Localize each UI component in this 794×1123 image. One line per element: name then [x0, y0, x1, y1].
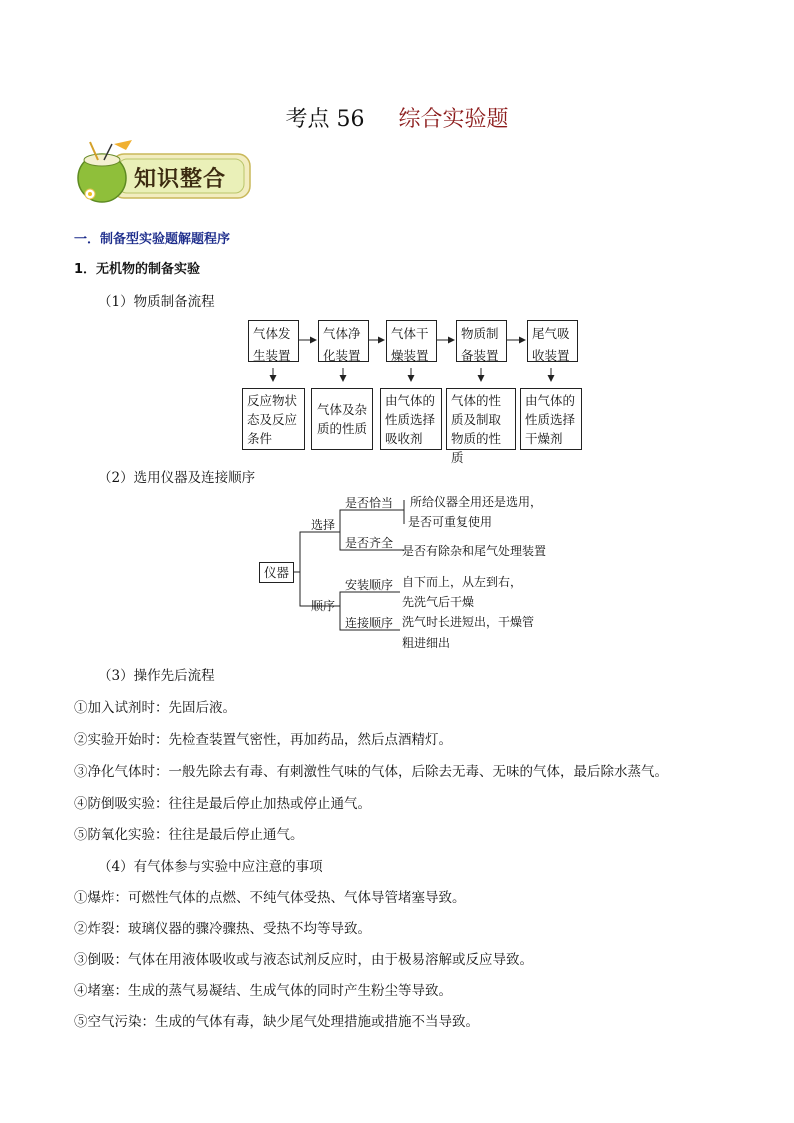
section-heading-1: 一．制备型实验题解题程序 [74, 232, 231, 247]
op-line-4: ④防倒吸实验：往往是最后停止加热或停止通气。 [74, 796, 371, 812]
flow-bottom-box-5: 由气体的性质选择干燥剂 [520, 388, 582, 450]
flow-top-box-5: 尾气吸收装置 [527, 320, 578, 362]
tree-node-appropriate: 是否恰当 [345, 496, 394, 510]
subheading-3: （3）操作先后流程 [98, 668, 215, 684]
op-line-1: ①加入试剂时：先固后液。 [74, 700, 236, 716]
tree-leaf-connect-1: 洗气时长进短出，干燥管 [402, 615, 535, 629]
tree-root-box: 仪器 [259, 562, 294, 583]
tree-leaf-install-1: 自下而上，从左到右， [402, 575, 523, 589]
tree-node-connect: 连接顺序 [345, 616, 394, 630]
flow-bottom-box-3: 由气体的性质选择吸收剂 [380, 388, 442, 450]
tree-leaf-appropriate-1: 所给仪器全用还是选用， [410, 495, 543, 509]
title-number: 考点 56 [285, 107, 365, 132]
note-line-5: ⑤空气污染：生成的气体有毒，缺少尾气处理措施或措施不当导致。 [74, 1014, 479, 1030]
subheading-4: （4）有气体参与实验中应注意的事项 [98, 859, 323, 875]
flow-top-box-1: 气体发生装置 [248, 320, 299, 362]
badge-text: 知识整合 [134, 167, 227, 192]
tree-node-complete: 是否齐全 [345, 536, 394, 550]
op-line-2: ②实验开始时：先检查装置气密性，再加药品，然后点酒精灯。 [74, 732, 452, 748]
note-line-1: ①爆炸：可燃性气体的点燃、不纯气体受热、气体导管堵塞导致。 [74, 890, 466, 906]
tree-leaf-complete: 是否有除杂和尾气处理装置 [402, 544, 547, 558]
flow-top-box-3: 气体干燥装置 [386, 320, 437, 362]
tree-leaf-appropriate-2: 是否可重复使用 [408, 515, 493, 529]
subheading-2: （2）选用仪器及连接顺序 [98, 470, 256, 486]
tree-leaf-install-2: 先洗气后干燥 [402, 595, 475, 609]
note-line-3: ③倒吸：气体在用液体吸收或与液态试剂反应时，由于极易溶解或反应导致。 [74, 952, 533, 968]
flow-top-box-4: 物质制备装置 [456, 320, 507, 362]
tree-node-install: 安装顺序 [345, 578, 394, 592]
title-name: 综合实验题 [398, 107, 509, 132]
note-line-2: ②炸裂：玻璃仪器的骤冷骤热、受热不均等导致。 [74, 921, 371, 937]
op-line-3: ③净化气体时：一般先除去有毒、有刺激性气味的气体，后除去无毒、无味的气体，最后除水蒸气。 [74, 764, 668, 780]
tree-branch-select: 选择 [311, 518, 336, 532]
note-line-4: ④堵塞：生成的蒸气易凝结、生成气体的同时产生粉尘等导致。 [74, 983, 452, 999]
tree-branch-order: 顺序 [311, 599, 336, 613]
tree-leaf-connect-2: 粗进细出 [402, 636, 451, 650]
flow-bottom-box-4: 气体的性质及制取物质的性质 [446, 388, 516, 450]
section-heading-2: 1．无机物的制备实验 [74, 262, 201, 277]
flow-top-box-2: 气体净化装置 [318, 320, 369, 362]
flow-bottom-box-1: 反应物状态及反应条件 [242, 388, 305, 450]
subheading-1: （1）物质制备流程 [98, 294, 215, 310]
flow-bottom-box-2: 气体及杂质的性质 [311, 388, 373, 450]
op-line-5: ⑤防氧化实验：往往是最后停止通气。 [74, 827, 304, 843]
